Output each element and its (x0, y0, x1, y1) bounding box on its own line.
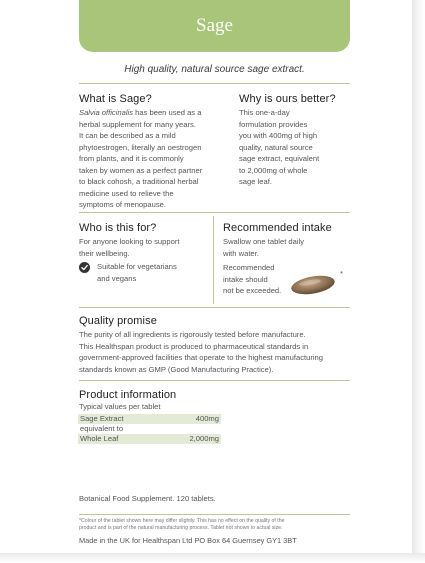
intake-text (223, 236, 348, 259)
why-line: to 2,000mg of whole (239, 165, 308, 175)
panel-shadow (0, 553, 425, 563)
quality-line: The purity of all ingredients is rigorously tested before manufacture. (79, 330, 306, 339)
what-title: What is Sage? (79, 93, 152, 105)
who-line: their wellbeing. (79, 248, 130, 258)
table-row (78, 414, 221, 424)
vegan-badge-text (97, 261, 212, 284)
tagline: High quality, natural source sage extract. (124, 64, 305, 75)
divider (79, 307, 350, 308)
why-line: sage extract, equivalent (239, 154, 320, 163)
table-cell-value (177, 424, 221, 434)
what-line: taken by women as a perfect partner (79, 165, 203, 175)
tablet-image (289, 273, 339, 295)
table-row (78, 424, 221, 434)
disclaimer (79, 518, 354, 532)
table-cell-value: 400mg (177, 414, 221, 424)
why-line: quality, natural source (239, 142, 313, 152)
intake-line: Swallow one tablet daily (223, 237, 305, 246)
table-cell-name: Sage Extract (78, 414, 177, 424)
quality-text (79, 329, 354, 375)
product-subtitle: Typical values per tablet (79, 402, 161, 411)
footnote-marker: * (340, 269, 343, 278)
who-line: For anyone looking to support (79, 237, 180, 246)
botanical-text: Botanical Food Supplement. 120 tablets. (79, 494, 216, 503)
why-line: formulation provides (239, 119, 308, 129)
header-banner (79, 0, 350, 52)
note-line: intake should (223, 274, 268, 284)
made-in-text: Made in the UK for Healthspan Ltd PO Box 64 Guernsey GY1 3BT (79, 536, 297, 545)
what-line-rest: has been used as a (133, 108, 202, 117)
divider (79, 83, 350, 84)
badge-line: and vegans (97, 273, 137, 283)
nutrition-table (78, 414, 221, 444)
what-line (79, 107, 229, 119)
table-row (78, 434, 221, 444)
quality-line: standards known as GMP (Good Manufacturing Practice). (79, 364, 274, 374)
divider (79, 380, 350, 381)
who-title: Who is this for? (79, 222, 157, 234)
panel-shadow (412, 0, 425, 563)
badge-line: Suitable for vegetarians (97, 262, 177, 271)
what-line: It can be described as a mild (79, 131, 176, 140)
what-line: herbal supplement for many years. (79, 119, 196, 129)
table-cell-name: equivalent to (80, 424, 124, 433)
what-line: to black cohosh, a traditional herbal (79, 177, 199, 186)
column-divider (213, 216, 214, 304)
what-text (79, 107, 229, 211)
table-cell-value: 2,000mg (177, 434, 221, 444)
what-line: symptoms of menopause. (79, 200, 166, 209)
why-line: This one-a-day (239, 108, 290, 117)
quality-line: This Healthspan product is produced to pharmaceutical standards in (79, 341, 309, 351)
intake-title: Recommended intake (223, 222, 332, 234)
disclaimer-line: product and is part of the natural manufacturing process. Tablet not shown to actual size. (79, 525, 283, 531)
table-cell-name: Whole Leaf (78, 434, 177, 444)
why-title: Why is ours better? (239, 93, 336, 105)
note-line: Recommended (223, 263, 275, 272)
quality-line: government-approved facilities that operate to the highest manufacturing (79, 353, 323, 362)
what-line: medicine used to relieve the (79, 188, 174, 198)
latin-name: Salvia officinalis (79, 108, 134, 117)
disclaimer-line: *Colour of the tablet shown here may differ slightly. This has no effect on the quality of the (79, 518, 285, 524)
intake-note (223, 262, 293, 297)
what-line: from plants, and it is commonly (79, 154, 184, 163)
product-title: Sage (196, 15, 233, 36)
note-line: not be exceeded. (223, 286, 282, 295)
why-line: you with 400mg of high (239, 131, 318, 140)
divider (79, 514, 350, 515)
divider (79, 212, 350, 213)
why-text (239, 107, 351, 188)
why-line: sage leaf. (239, 177, 272, 186)
what-line: phytoestrogen, literally an oestrogen (79, 142, 202, 152)
intake-line: with water. (223, 248, 259, 258)
quality-title: Quality promise (79, 315, 157, 327)
product-title-heading: Product information (79, 389, 177, 401)
who-text (79, 236, 209, 259)
check-icon (79, 262, 90, 273)
